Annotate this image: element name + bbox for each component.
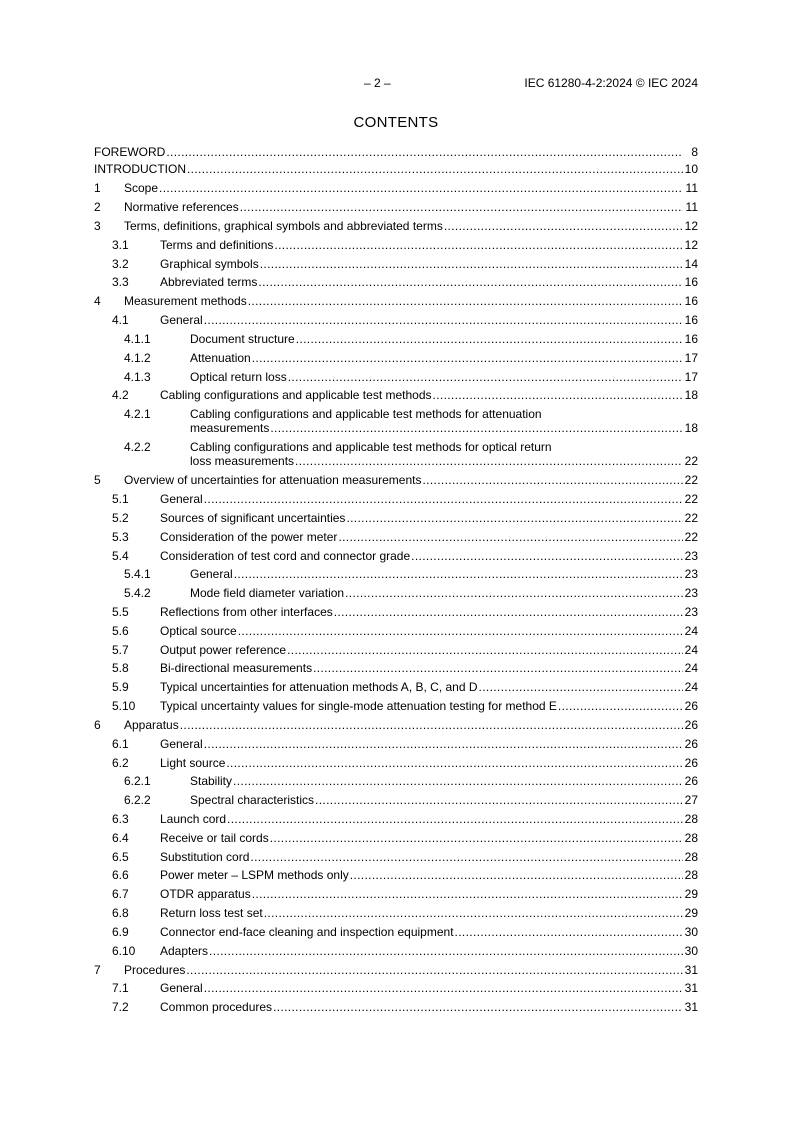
page-header <box>94 76 698 92</box>
dot-leader <box>159 181 683 195</box>
toc-entry-number: 6.2 <box>112 755 129 770</box>
toc-entry-page: 24 <box>684 623 698 638</box>
toc-entry-page: 23 <box>684 586 698 601</box>
toc-entry[interactable] <box>94 586 698 600</box>
toc-entry[interactable] <box>94 643 698 657</box>
toc-entry[interactable] <box>94 944 698 958</box>
toc-entry-number: 3.2 <box>112 256 129 271</box>
toc-entry-number: 5.8 <box>112 661 129 676</box>
toc-entry-page: 29 <box>684 887 698 902</box>
toc-entry[interactable] <box>94 831 698 845</box>
toc-entry[interactable] <box>94 473 698 487</box>
toc-entry[interactable] <box>94 925 698 939</box>
toc-entry[interactable] <box>94 370 698 384</box>
toc-entry[interactable] <box>94 737 698 751</box>
toc-entry-page: 28 <box>684 830 698 845</box>
toc-entry[interactable] <box>94 530 698 544</box>
toc-entry-number: 6.7 <box>112 887 129 902</box>
toc-entry-title: Substitution cord <box>160 849 250 864</box>
toc-entry-title: Optical source <box>160 623 237 638</box>
toc-entry-page: 28 <box>684 868 698 883</box>
toc-entry[interactable] <box>94 332 698 346</box>
dot-leader <box>248 294 683 308</box>
toc-entry[interactable] <box>94 718 698 732</box>
toc-entry[interactable] <box>94 850 698 864</box>
toc-entry-number: 5.9 <box>112 680 129 695</box>
dot-leader <box>313 661 683 675</box>
toc-entry-page: 11 <box>685 200 698 214</box>
dot-leader <box>180 718 683 732</box>
toc-entry-title: Terms, definitions, graphical symbols and abbreviated terms <box>124 219 443 233</box>
toc-entry[interactable] <box>94 624 698 638</box>
toc-entry-number: 6.6 <box>112 868 129 883</box>
toc-entry-title: Procedures <box>124 962 186 977</box>
toc-entry-title: Light source <box>160 755 226 770</box>
toc-entry-number: 3 <box>94 219 101 233</box>
toc-entry-page: 22 <box>684 473 698 488</box>
toc-entry-page: 23 <box>684 567 698 582</box>
toc-entry-number: 4.2.1 <box>124 407 151 422</box>
dot-leader <box>411 549 683 563</box>
toc-entry-page: 22 <box>684 454 698 469</box>
toc-entry[interactable] <box>94 294 698 308</box>
dot-leader <box>558 699 683 713</box>
toc-entry-number: 4.1.3 <box>124 369 151 384</box>
toc-entry-title: Abbreviated terms <box>160 275 258 290</box>
toc-entry-title: Power meter – LSPM methods only <box>160 868 349 883</box>
toc-entry[interactable] <box>94 963 698 977</box>
toc-entry-page: 26 <box>684 755 698 770</box>
toc-entry-title: General <box>160 981 203 996</box>
toc-entry[interactable] <box>94 200 698 214</box>
dot-leader <box>252 887 683 901</box>
toc-entry-page: 26 <box>684 698 698 713</box>
toc-entry-title: Optical return loss <box>190 369 287 384</box>
dot-leader <box>204 737 683 751</box>
toc-entry[interactable] <box>94 756 698 770</box>
toc-entry-page: 30 <box>684 924 698 939</box>
toc-entry-title: Cabling configurations and applicable test methods for attenuation <box>190 407 542 422</box>
toc-entry[interactable] <box>94 868 698 882</box>
contents-title: CONTENTS <box>353 114 439 131</box>
toc-entry-title: Output power reference <box>160 642 287 657</box>
toc-entry-title: Common procedures <box>160 1000 273 1015</box>
toc-entry[interactable] <box>94 605 698 619</box>
toc-entry[interactable] <box>94 162 698 176</box>
toc-entry[interactable] <box>94 313 698 327</box>
toc-entry[interactable] <box>94 440 698 468</box>
toc-entry-page: 17 <box>684 350 698 365</box>
dot-leader <box>287 643 683 657</box>
toc-entry-number: 4 <box>94 294 101 309</box>
toc-entry[interactable] <box>94 257 698 271</box>
toc-entry-title: FOREWORD <box>94 145 166 159</box>
dot-leader <box>422 473 683 487</box>
dot-leader <box>227 812 683 826</box>
toc-entry-page: 26 <box>684 736 698 751</box>
toc-entry-page: 10 <box>684 162 698 176</box>
toc-entry-title: General <box>160 492 203 507</box>
toc-entry-title: Normative references <box>124 200 239 214</box>
dot-leader <box>226 756 683 770</box>
toc-entry-page: 22 <box>684 510 698 525</box>
toc-entry-title: Bi-directional measurements <box>160 661 313 676</box>
toc-entry-title: Overview of uncertainties for attenuation measurements <box>124 473 422 488</box>
dot-leader <box>187 162 683 176</box>
toc-entry-page: 31 <box>684 981 698 996</box>
toc-entry-title: Attenuation <box>190 350 251 365</box>
dot-leader <box>204 313 683 327</box>
dot-leader <box>209 944 683 958</box>
toc-entry-title: General <box>160 313 203 328</box>
toc-entry-number: 4.1 <box>112 313 129 328</box>
toc-entry[interactable] <box>94 238 698 252</box>
toc-entry[interactable] <box>94 1000 698 1014</box>
toc-entry-title: Return loss test set <box>160 905 263 920</box>
dot-leader <box>444 219 683 233</box>
dot-leader <box>260 257 683 271</box>
dot-leader <box>186 963 683 977</box>
toc-entry[interactable] <box>94 774 698 788</box>
dot-leader <box>238 624 683 638</box>
dot-leader <box>234 567 683 581</box>
toc-entry-page: 16 <box>684 294 698 309</box>
toc-entry-title: Stability <box>190 774 233 789</box>
toc-entry-number: 7.2 <box>112 1000 129 1015</box>
toc-entry-number: 6.3 <box>112 811 129 826</box>
toc-entry-title: Document structure <box>190 331 295 346</box>
toc-entry-number: 4.1.1 <box>124 331 151 346</box>
toc-entry[interactable] <box>94 906 698 920</box>
toc-entry-number: 3.1 <box>112 237 129 252</box>
dot-leader <box>233 774 683 788</box>
toc-entry-number: 5.2 <box>112 510 129 525</box>
toc-entry-title: General <box>160 736 203 751</box>
toc-entry-number: 1 <box>94 181 101 195</box>
toc-entry-title: Spectral characteristics <box>190 793 315 808</box>
dot-leader <box>455 925 683 939</box>
toc-entry[interactable] <box>94 511 698 525</box>
toc-entry-title: Terms and definitions <box>160 237 274 252</box>
toc-entry[interactable] <box>94 699 698 713</box>
toc-entry[interactable] <box>94 351 698 365</box>
toc-entry-page: 12 <box>684 219 698 233</box>
toc-entry[interactable] <box>94 219 698 233</box>
toc-entry-number: 4.2.2 <box>124 440 151 455</box>
toc-entry-page: 26 <box>684 717 698 732</box>
toc-entry-number: 6.1 <box>112 736 129 751</box>
toc-entry-page: 29 <box>684 905 698 920</box>
dot-leader <box>479 680 683 694</box>
dot-leader <box>252 351 683 365</box>
dot-leader <box>166 145 683 159</box>
document-reference: IEC 61280-4-2:2024 © IEC 2024 <box>524 76 698 90</box>
toc-entry-page: 16 <box>684 313 698 328</box>
toc-entry-title-continued: loss measurements <box>190 454 295 469</box>
toc-entry-page: 16 <box>684 331 698 346</box>
toc-entry[interactable] <box>94 388 698 402</box>
toc-entry-page: 28 <box>684 811 698 826</box>
toc-entry-page: 8 <box>691 145 698 159</box>
toc-entry[interactable] <box>94 145 698 159</box>
toc-entry-number: 5.5 <box>112 604 129 619</box>
toc-entry-page: 28 <box>684 849 698 864</box>
toc-entry-number: 6.8 <box>112 905 129 920</box>
toc-entry-title-continued: measurements <box>190 421 270 436</box>
toc-entry-number: 2 <box>94 200 101 214</box>
toc-entry-number: 6.5 <box>112 849 129 864</box>
toc-entry[interactable] <box>94 812 698 826</box>
dot-leader <box>334 605 683 619</box>
dot-leader <box>296 332 683 346</box>
dot-leader <box>240 200 683 214</box>
toc-entry-page: 24 <box>684 680 698 695</box>
toc-entry-title: General <box>190 567 233 582</box>
toc-entry-title: Cabling configurations and applicable test methods <box>160 388 432 403</box>
toc-entry-page: 12 <box>684 237 698 252</box>
dot-leader <box>204 981 683 995</box>
toc-entry-number: 6.2.2 <box>124 793 151 808</box>
toc-entry-title: Consideration of the power meter <box>160 529 338 544</box>
toc-entry-title: Graphical symbols <box>160 256 259 271</box>
dot-leader <box>338 530 683 544</box>
toc-entry-title: Apparatus <box>124 717 179 732</box>
dot-leader <box>258 275 683 289</box>
toc-entry-number: 4.2 <box>112 388 129 403</box>
toc-entry-page: 14 <box>684 256 698 271</box>
toc-entry-page: 31 <box>684 1000 698 1015</box>
toc-entry-number: 5.4 <box>112 548 129 563</box>
toc-entry[interactable] <box>94 181 698 195</box>
toc-entry-title: Measurement methods <box>124 294 247 309</box>
toc-entry-page: 22 <box>684 529 698 544</box>
page-number: – 2 – <box>364 76 391 90</box>
toc-entry-number: 5 <box>94 473 101 488</box>
toc-entry-title: Launch cord <box>160 811 227 826</box>
toc-entry-page: 26 <box>684 774 698 789</box>
toc-entry[interactable] <box>94 549 698 563</box>
toc-entry-number: 5.3 <box>112 529 129 544</box>
dot-leader <box>273 1000 683 1014</box>
toc-entry-number: 6.2.1 <box>124 774 151 789</box>
toc-entry-page: 24 <box>684 642 698 657</box>
toc-entry-number: 6.10 <box>112 943 136 958</box>
toc-entry-page: 18 <box>684 388 698 403</box>
toc-entry-number: 5.4.2 <box>124 586 151 601</box>
toc-entry-title: OTDR apparatus <box>160 887 251 902</box>
toc-entry[interactable] <box>94 492 698 506</box>
toc-entry-title: Mode field diameter variation <box>190 586 345 601</box>
toc-entry-number: 5.6 <box>112 623 129 638</box>
toc-entry[interactable] <box>94 567 698 581</box>
toc-entry-page: 23 <box>684 604 698 619</box>
toc-entry[interactable] <box>94 680 698 694</box>
toc-entry-title: Adapters <box>160 943 209 958</box>
dot-leader <box>270 831 683 845</box>
toc-entry-number: 7.1 <box>112 981 129 996</box>
toc-entry-number: 5.7 <box>112 642 129 657</box>
toc-entry-number: 6.4 <box>112 830 129 845</box>
dot-leader <box>350 868 683 882</box>
toc-entry[interactable] <box>94 661 698 675</box>
toc-entry-number: 3.3 <box>112 275 129 290</box>
toc-entry-title: Reflections from other interfaces <box>160 604 333 619</box>
toc-entry-number: 6 <box>94 717 101 732</box>
toc-entry-page: 24 <box>684 661 698 676</box>
toc-entry-title: Consideration of test cord and connector grade <box>160 548 411 563</box>
toc-entry-title: Sources of significant uncertainties <box>160 510 346 525</box>
dot-leader <box>274 238 683 252</box>
dot-leader <box>250 850 683 864</box>
dot-leader <box>204 492 683 506</box>
toc-entry[interactable] <box>94 793 698 807</box>
toc-entry[interactable] <box>94 981 698 995</box>
toc-entry-page: 30 <box>684 943 698 958</box>
dot-leader <box>295 454 683 468</box>
table-of-contents <box>94 145 698 1014</box>
toc-entry-title: Typical uncertainties for attenuation methods A, B, C, and D <box>160 680 478 695</box>
toc-entry-number: 6.9 <box>112 924 129 939</box>
toc-entry-title: Receive or tail cords <box>160 830 269 845</box>
toc-entry-title: Scope <box>124 181 159 195</box>
dot-leader <box>288 370 683 384</box>
toc-entry-title: Typical uncertainty values for single-mode attenuation testing for method E <box>160 698 557 713</box>
toc-entry-number: 4.1.2 <box>124 350 151 365</box>
toc-entry-page: 11 <box>685 181 698 195</box>
toc-entry[interactable] <box>94 275 698 289</box>
dot-leader <box>345 586 683 600</box>
toc-entry-title: Cabling configurations and applicable test methods for optical return <box>190 440 552 455</box>
toc-entry-page: 16 <box>684 275 698 290</box>
dot-leader <box>433 388 683 402</box>
toc-entry-page: 27 <box>684 793 698 808</box>
toc-entry-page: 23 <box>684 548 698 563</box>
dot-leader <box>315 793 683 807</box>
toc-entry-page: 22 <box>684 492 698 507</box>
toc-entry-number: 5.10 <box>112 698 136 713</box>
toc-entry[interactable] <box>94 407 698 435</box>
toc-entry-number: 5.1 <box>112 492 129 507</box>
toc-entry[interactable] <box>94 887 698 901</box>
dot-leader <box>264 906 683 920</box>
toc-entry-page: 31 <box>684 962 698 977</box>
toc-entry-number: 5.4.1 <box>124 567 151 582</box>
toc-entry-page: 18 <box>684 421 698 436</box>
toc-entry-page: 17 <box>684 369 698 384</box>
dot-leader <box>346 511 683 525</box>
toc-entry-number: 7 <box>94 962 101 977</box>
toc-entry-title: INTRODUCTION <box>94 162 186 176</box>
toc-entry-title: Connector end-face cleaning and inspection equipment <box>160 924 454 939</box>
dot-leader <box>270 421 683 435</box>
